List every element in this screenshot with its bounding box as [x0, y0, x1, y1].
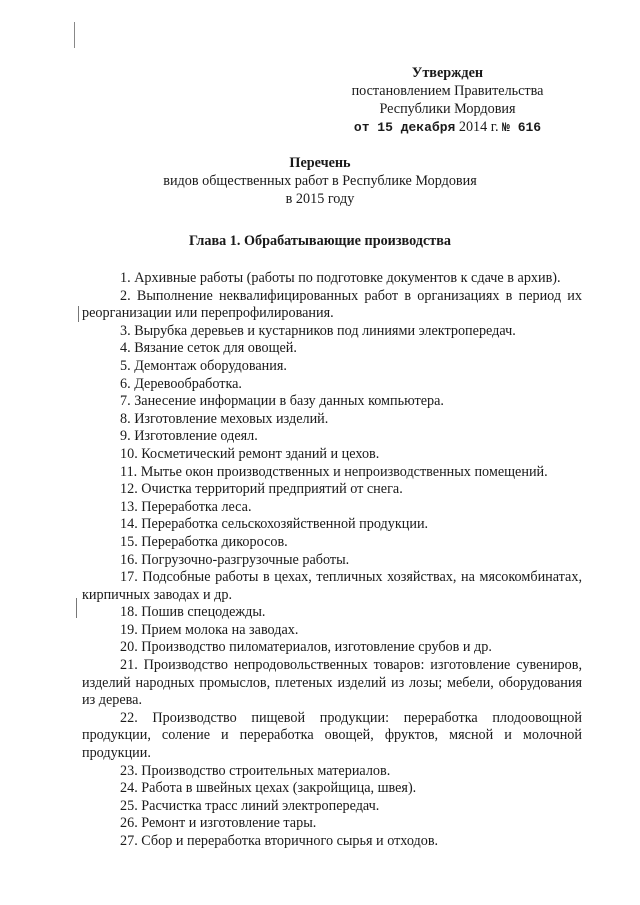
approval-line: Республики Мордовия — [379, 101, 516, 117]
list-item: 3. Вырубка деревьев и кустарников под линиями электропередач. — [120, 322, 516, 339]
approval-line: постановлением Правительства — [351, 83, 544, 99]
approval-title: Утвержден — [411, 65, 484, 81]
document-heading — [0, 154, 640, 208]
approval-date-year: 2014 г. — [458, 119, 499, 135]
list-item: 1. Архивные работы (работы по подготовке документов к сдаче в архив). — [120, 270, 561, 286]
approval-number: № 616 — [502, 120, 542, 135]
list-item: 19. Прием молока на заводах. — [120, 621, 299, 638]
list-item: 8. Изготовление меховых изделий. — [120, 410, 329, 427]
list-item: 14. Переработка сельскохозяйственной продукции. — [120, 516, 429, 533]
list-item: 20. Производство пиломатериалов, изготовление срубов и др. — [120, 639, 492, 656]
margin-mark — [78, 306, 79, 322]
chapter-title: Глава 1. Обрабатывающие производства — [188, 233, 452, 249]
list-item: 27. Сбор и переработка вторичного сырья и отходов. — [120, 833, 439, 849]
list-item: 6. Деревообработка. — [120, 375, 242, 392]
approval-date — [330, 118, 565, 137]
document-title: Перечень — [289, 155, 351, 171]
list-item: 17. Подсобные работы в цехах, тепличных хозяйствах, на мясокомбинатах, кирпичных заводах и др. — [82, 569, 582, 603]
list-item: 10. Косметический ремонт зданий и цехов. — [120, 445, 380, 462]
list-item: 18. Пошив спецодежды. — [120, 604, 266, 621]
approval-block — [330, 64, 565, 137]
list-item: 7. Занесение информации в базу данных компьютера. — [120, 393, 444, 410]
margin-mark — [76, 598, 77, 618]
list-item: 12. Очистка территорий предприятий от снега. — [120, 481, 403, 498]
document-subtitle: видов общественных работ в Республике Мордовия — [163, 173, 477, 189]
list-item: 2. Выполнение неквалифицированных работ в организациях в период их реорганизации или перепрофилирования. — [82, 287, 582, 322]
list-item: 11. Мытье окон производственных и непроизводственных помещений. — [120, 463, 548, 480]
list-item: 23. Производство строительных материалов. — [120, 762, 391, 779]
list-item: 13. Переработка леса. — [120, 498, 252, 515]
list-item: 26. Ремонт и изготовление тары. — [120, 815, 317, 832]
list-item: 4. Вязание сеток для овощей. — [120, 340, 297, 357]
list-item: 5. Демонтаж оборудования. — [120, 357, 287, 374]
document-subtitle: в 2015 году — [285, 191, 355, 207]
approval-date-prefix: от 15 декабря — [353, 120, 456, 135]
list-item: 9. Изготовление одеял. — [120, 428, 258, 445]
scan-artifact-line — [74, 22, 75, 48]
list-item: 24. Работа в швейных цехах (закройщица, швея). — [120, 780, 417, 797]
list-item: 21. Производство непродовольственных товаров: изготовление сувениров, изделий народных промыслов, плетеных изделий из лозы; мебели, оборудования из дерева. — [82, 657, 582, 709]
list-item: 16. Погрузочно-разгрузочные работы. — [120, 551, 350, 568]
list-item: 15. Переработка дикоросов. — [120, 533, 288, 550]
works-list — [82, 270, 582, 851]
list-item: 22. Производство пищевой продукции: переработка плодоовощной продукции, соление и переработка овощей, фруктов, мясной и молочной продукции. — [82, 709, 582, 762]
list-item: 25. Расчистка трасс линий электропередач. — [120, 797, 380, 814]
